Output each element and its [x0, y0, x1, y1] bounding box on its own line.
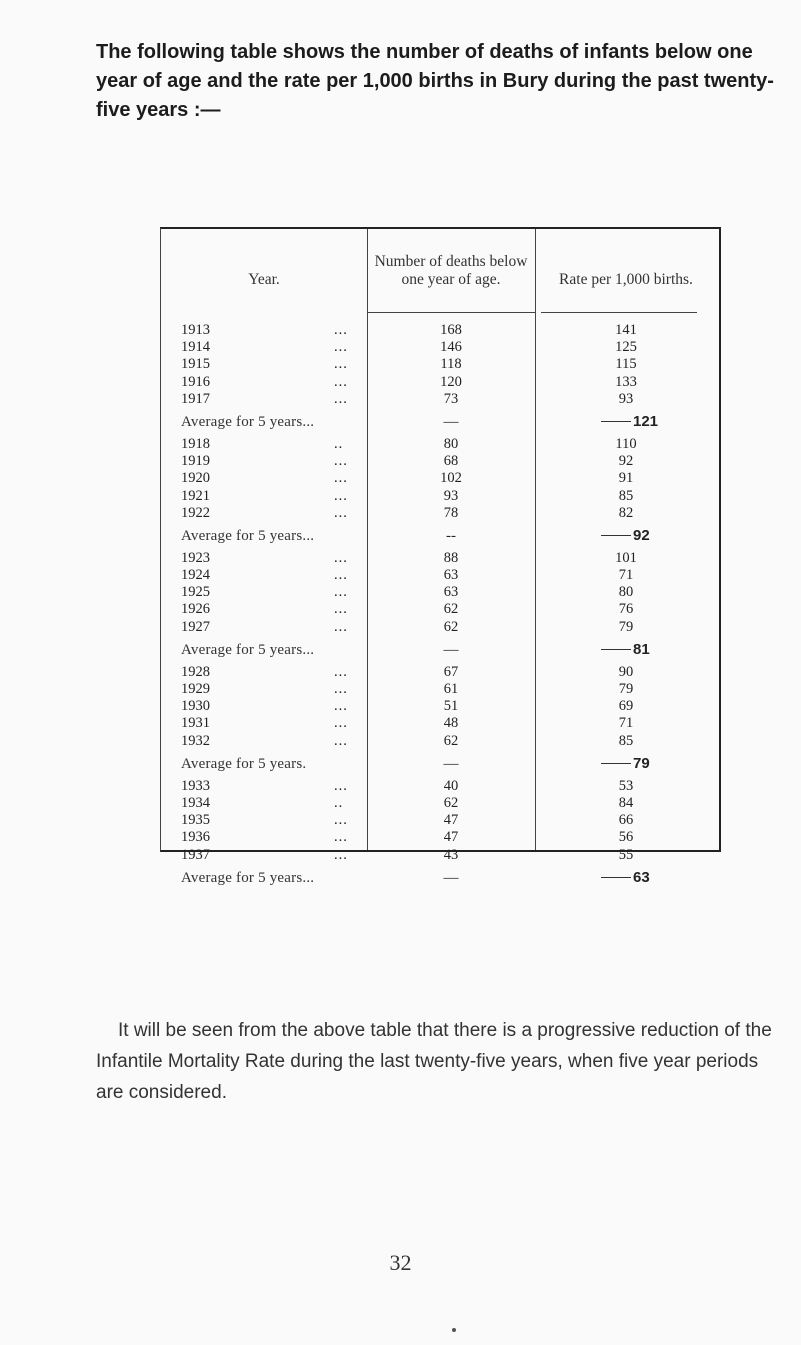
- row-leader-dots: ...: [334, 567, 348, 584]
- average-rate: [601, 640, 650, 660]
- row-rate: 125: [615, 339, 637, 356]
- row-deaths: 93: [443, 487, 459, 504]
- average-rate: [601, 868, 650, 888]
- average-deaths: —: [443, 413, 459, 430]
- table-row: [161, 847, 717, 864]
- average-row: [161, 526, 717, 546]
- table-row: [161, 488, 717, 505]
- row-year: 1918: [181, 435, 210, 452]
- row-leader-dots: ...: [334, 322, 348, 338]
- row-year: 1919: [181, 453, 210, 470]
- row-leader-dots: ...: [334, 549, 348, 566]
- row-deaths: 78: [443, 504, 459, 521]
- average-row: [161, 412, 717, 432]
- average-rate: [601, 754, 650, 774]
- average-rate-leader: [601, 877, 631, 878]
- table-row: [161, 778, 717, 795]
- row-deaths: 102: [440, 470, 462, 487]
- row-deaths: 118: [440, 356, 462, 373]
- row-deaths: 40: [443, 777, 459, 794]
- row-year: 1929: [181, 681, 210, 697]
- table-body: [161, 322, 717, 892]
- row-deaths: 80: [443, 435, 459, 452]
- table-row: [161, 664, 717, 681]
- average-label: Average for 5 years...: [181, 527, 315, 544]
- table-row: [161, 436, 717, 453]
- summary-paragraph: It will be seen from the above table that there is a progressive reduction of the Infantile Mortality Rate during the last twenty-five years, when five year periods are considered.: [96, 1020, 772, 1103]
- average-rate-value: 79: [633, 754, 650, 772]
- table-row: [161, 453, 717, 470]
- infant-deaths-table: [160, 227, 721, 886]
- row-leader-dots: ...: [334, 618, 348, 635]
- row-rate: 56: [618, 829, 634, 846]
- row-leader-dots: ...: [334, 601, 348, 618]
- row-rate: 91: [618, 470, 634, 487]
- row-leader-dots: ...: [334, 715, 348, 732]
- row-year: 1926: [181, 601, 210, 618]
- average-row: [161, 754, 717, 774]
- row-rate: 71: [618, 567, 634, 584]
- average-label: Average for 5 years...: [181, 413, 315, 430]
- row-leader-dots: ..: [334, 794, 344, 811]
- row-rate: 110: [615, 435, 637, 452]
- row-deaths: 73: [443, 390, 459, 407]
- table-row: [161, 812, 717, 829]
- row-rate: 82: [618, 504, 634, 521]
- row-rate: 90: [618, 663, 634, 680]
- table-row: [161, 698, 717, 715]
- row-deaths: 62: [443, 794, 459, 811]
- average-rate-leader: [601, 421, 631, 422]
- row-deaths: 48: [443, 715, 459, 732]
- table-row: [161, 733, 717, 750]
- table-row: [161, 619, 717, 636]
- table-row: [161, 470, 717, 487]
- average-rate-value: 81: [633, 640, 650, 658]
- row-deaths: 120: [440, 373, 462, 390]
- row-rate: 66: [618, 812, 634, 829]
- row-rate: 76: [618, 601, 634, 618]
- table-row: [161, 391, 717, 408]
- average-deaths: —: [443, 641, 459, 658]
- row-leader-dots: ...: [334, 732, 348, 749]
- row-rate: 115: [615, 356, 637, 373]
- row-leader-dots: ...: [334, 846, 348, 863]
- average-label: Average for 5 years.: [181, 755, 307, 772]
- average-deaths: --: [446, 527, 456, 544]
- table-row: [161, 601, 717, 618]
- row-year: 1930: [181, 698, 210, 715]
- row-deaths: 168: [440, 322, 462, 338]
- average-deaths: —: [443, 755, 459, 772]
- row-rate: 141: [615, 322, 637, 338]
- row-rate: 93: [618, 390, 634, 407]
- row-leader-dots: ..: [334, 435, 344, 452]
- row-leader-dots: ...: [334, 453, 348, 470]
- row-year: 1917: [181, 390, 210, 407]
- average-rate-value: 121: [633, 412, 659, 430]
- row-year: 1914: [181, 339, 210, 356]
- table-row: [161, 356, 717, 373]
- row-leader-dots: ...: [334, 487, 348, 504]
- row-rate: 85: [618, 732, 634, 749]
- row-deaths: 146: [440, 339, 462, 356]
- header-rule: [367, 312, 535, 313]
- row-rate: 55: [618, 846, 634, 863]
- page-speck: [452, 1328, 456, 1332]
- table-row: [161, 795, 717, 812]
- table-row: [161, 567, 717, 584]
- row-year: 1934: [181, 794, 210, 811]
- column-header-rate: Rate per 1,000 births.: [559, 271, 693, 288]
- row-rate: 79: [618, 618, 634, 635]
- row-leader-dots: ...: [334, 829, 348, 846]
- row-leader-dots: ...: [334, 777, 348, 794]
- table-row: [161, 715, 717, 732]
- average-rate-leader: [601, 535, 631, 536]
- row-year: 1922: [181, 504, 210, 521]
- row-deaths: 62: [443, 618, 459, 635]
- row-year: 1933: [181, 777, 210, 794]
- row-deaths: 62: [443, 601, 459, 618]
- column-header-year: Year.: [248, 271, 280, 288]
- table-row: [161, 584, 717, 601]
- row-leader-dots: ...: [334, 663, 348, 680]
- row-rate: 133: [615, 373, 637, 390]
- row-leader-dots: ...: [334, 504, 348, 521]
- table-row: [161, 322, 717, 339]
- average-rate-value: 63: [633, 868, 650, 886]
- page-number: 32: [389, 1250, 412, 1275]
- row-year: 1913: [181, 322, 210, 338]
- average-label: Average for 5 years...: [181, 869, 315, 886]
- row-rate: 85: [618, 487, 634, 504]
- row-leader-dots: ...: [334, 698, 348, 715]
- header-rule: [541, 312, 697, 313]
- table-row: [161, 505, 717, 522]
- table-row: [161, 681, 717, 698]
- average-deaths: —: [443, 869, 459, 886]
- row-leader-dots: ...: [334, 390, 348, 407]
- row-year: 1937: [181, 846, 210, 863]
- row-deaths: 61: [443, 681, 459, 697]
- row-rate: 92: [618, 453, 634, 470]
- row-year: 1927: [181, 618, 210, 635]
- row-year: 1923: [181, 549, 210, 566]
- average-rate: [601, 412, 658, 432]
- row-year: 1924: [181, 567, 210, 584]
- row-leader-dots: ...: [334, 681, 348, 697]
- row-year: 1915: [181, 356, 210, 373]
- row-leader-dots: ...: [334, 339, 348, 356]
- row-year: 1916: [181, 373, 210, 390]
- row-deaths: 63: [443, 584, 459, 601]
- row-leader-dots: ...: [334, 373, 348, 390]
- row-year: 1925: [181, 584, 210, 601]
- row-leader-dots: ...: [334, 812, 348, 829]
- row-rate: 84: [618, 794, 634, 811]
- table-row: [161, 550, 717, 567]
- average-row: [161, 640, 717, 660]
- row-deaths: 47: [443, 812, 459, 829]
- row-rate: 101: [615, 549, 637, 566]
- row-leader-dots: ...: [334, 584, 348, 601]
- row-year: 1935: [181, 812, 210, 829]
- row-year: 1931: [181, 715, 210, 732]
- row-deaths: 67: [443, 663, 459, 680]
- row-deaths: 47: [443, 829, 459, 846]
- row-leader-dots: ...: [334, 356, 348, 373]
- row-rate: 79: [618, 681, 634, 697]
- table-row: [161, 829, 717, 846]
- row-year: 1920: [181, 470, 210, 487]
- row-rate: 80: [618, 584, 634, 601]
- table-row: [161, 339, 717, 356]
- row-year: 1932: [181, 732, 210, 749]
- row-leader-dots: ...: [334, 470, 348, 487]
- row-rate: 71: [618, 715, 634, 732]
- row-rate: 53: [618, 777, 634, 794]
- row-deaths: 62: [443, 732, 459, 749]
- average-rate-leader: [601, 763, 631, 764]
- row-year: 1936: [181, 829, 210, 846]
- average-rate-value: 92: [633, 526, 650, 544]
- average-rate-leader: [601, 649, 631, 650]
- row-rate: 69: [618, 698, 634, 715]
- row-year: 1921: [181, 487, 210, 504]
- row-year: 1928: [181, 663, 210, 680]
- table-row: [161, 374, 717, 391]
- page-heading: The following table shows the number of deaths of infants below one year of age and the rate per 1,000 births in Bury during the past twenty-five years :—: [96, 41, 774, 121]
- row-deaths: 68: [443, 453, 459, 470]
- average-row: [161, 868, 717, 888]
- row-deaths: 51: [443, 698, 459, 715]
- row-deaths: 43: [443, 846, 459, 863]
- column-header-deaths: Number of deaths below one year of age.: [374, 253, 528, 288]
- row-deaths: 63: [443, 567, 459, 584]
- average-label: Average for 5 years...: [181, 641, 315, 658]
- average-rate: [601, 526, 650, 546]
- row-deaths: 88: [443, 549, 459, 566]
